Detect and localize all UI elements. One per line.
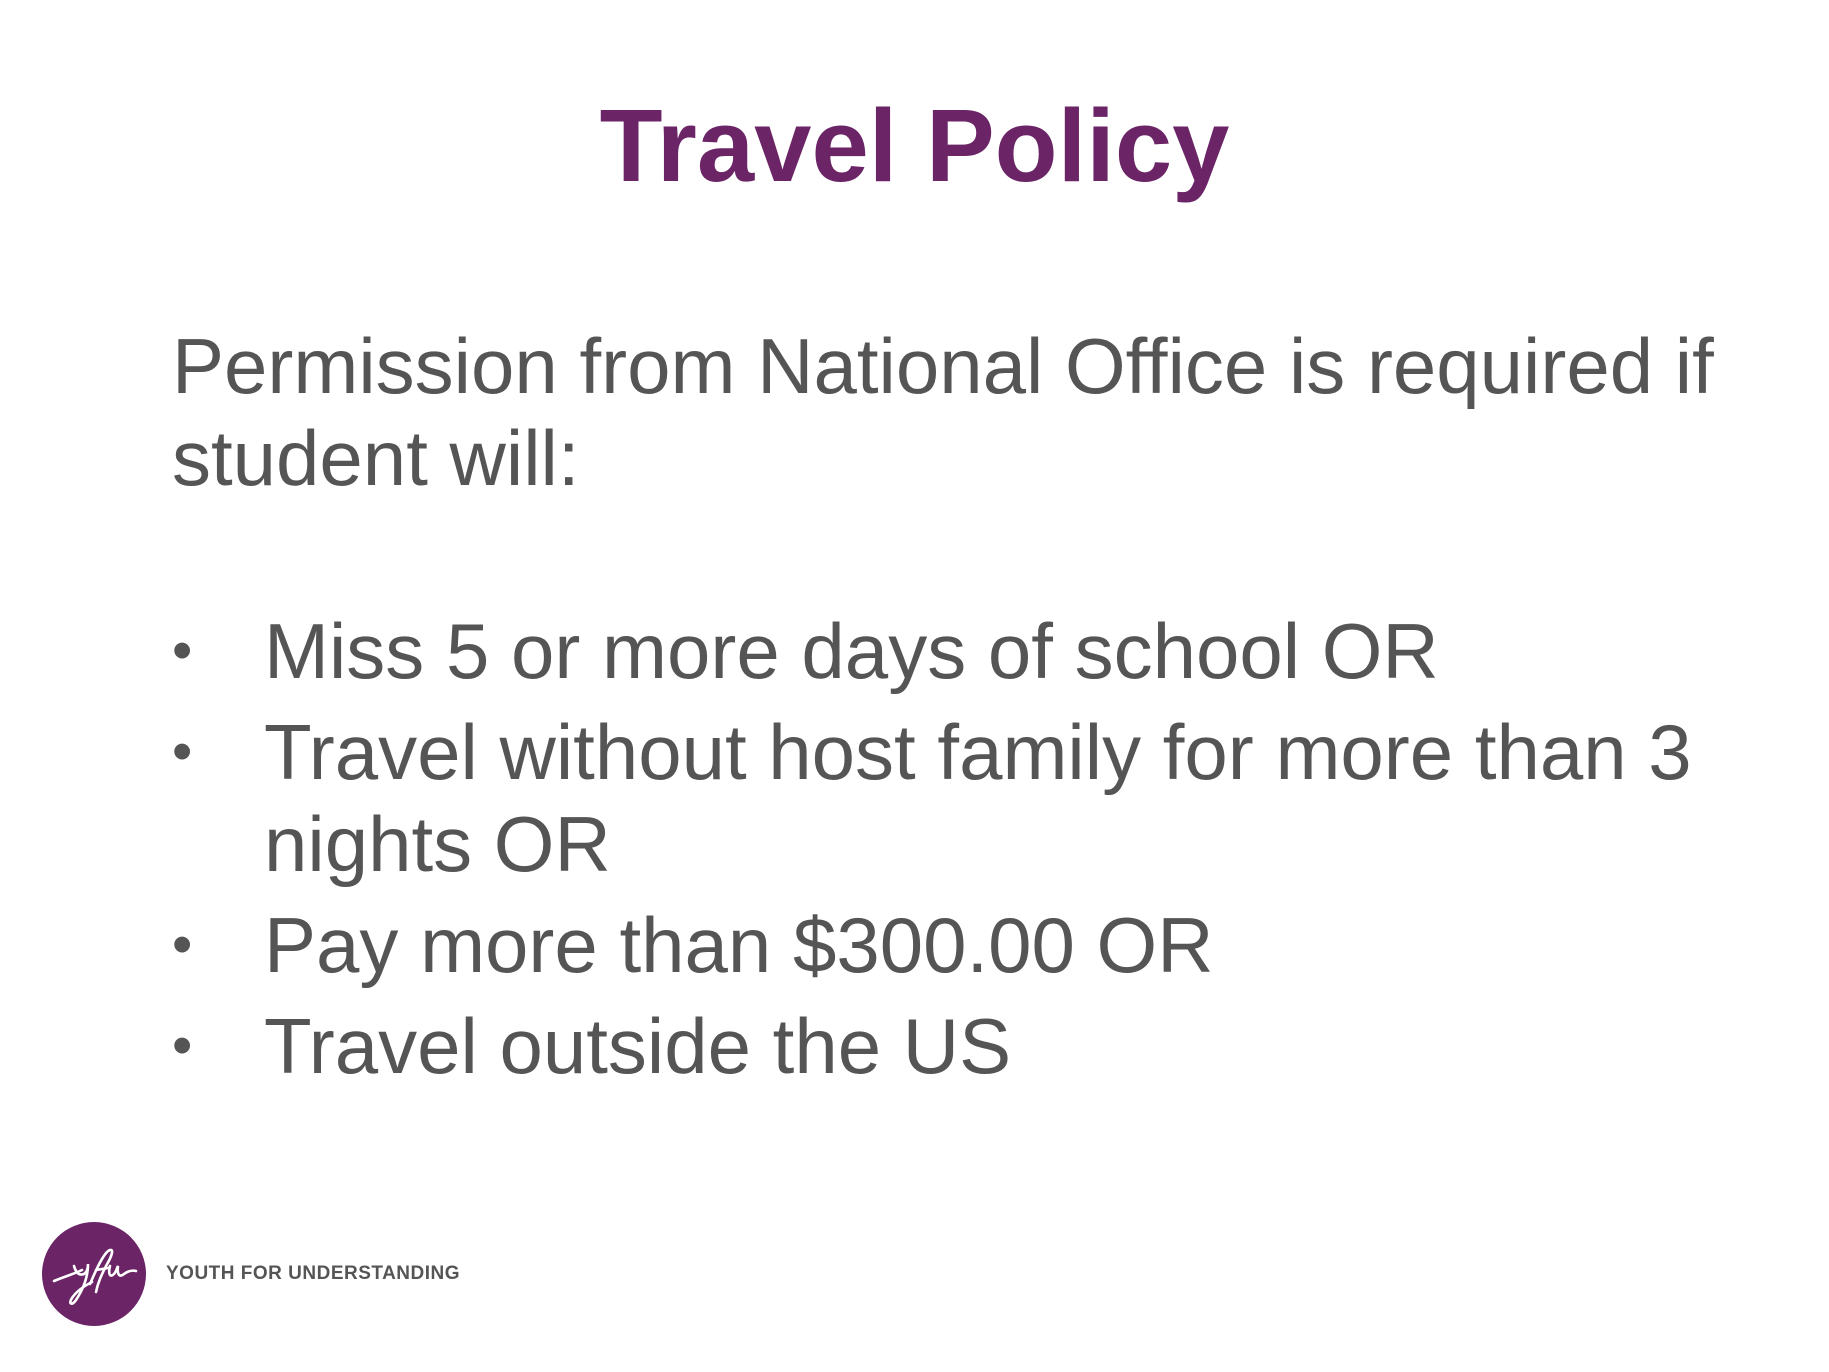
bullet-item [172, 1000, 1752, 1092]
intro-text: Permission from National Office is required if student will: [172, 322, 1714, 502]
yfu-script-mark [46, 1226, 142, 1322]
bullet-text: Pay more than $300.00 OR [264, 901, 1214, 989]
bullet-text: Travel outside the US [264, 1002, 1012, 1090]
bullet-point-icon: • [172, 618, 193, 683]
bullet-item [172, 605, 1752, 697]
organization-name: YOUTH FOR UNDERSTANDING [166, 1263, 461, 1284]
bullet-item [172, 706, 1752, 890]
bullet-text: Travel without host family for more than 3 nights OR [264, 708, 1692, 888]
bullet-point-icon: • [172, 719, 193, 784]
yfu-logo-icon [42, 1222, 146, 1326]
slide-title: Travel Policy [599, 88, 1230, 203]
bullet-point-icon: • [172, 912, 193, 977]
bullet-item [172, 899, 1752, 991]
organization-logo [42, 1222, 460, 1326]
bullet-list [172, 605, 1752, 1101]
bullet-text: Miss 5 or more days of school OR [264, 607, 1439, 695]
bullet-point-icon: • [172, 1013, 193, 1078]
